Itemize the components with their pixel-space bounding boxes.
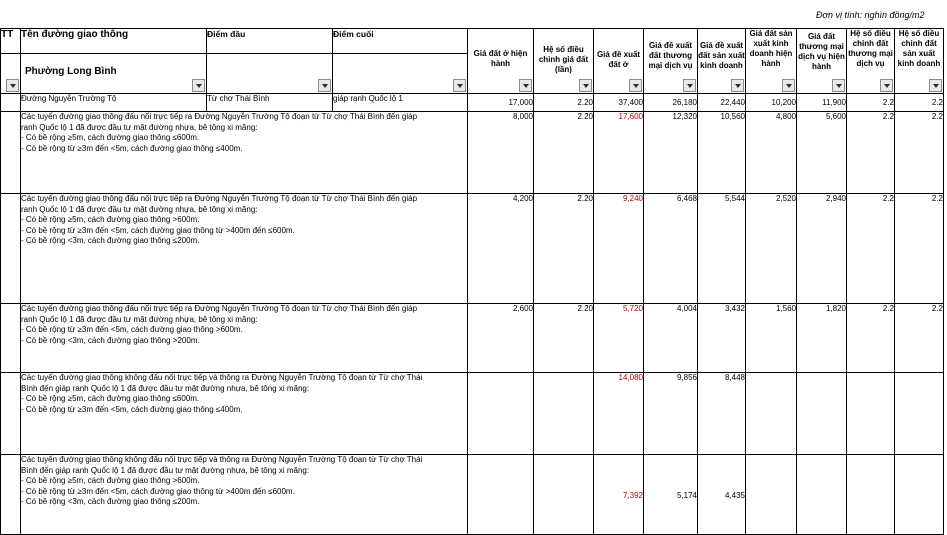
cell-road-description[interactable]: Các tuyến đường giao thông không đấu nối trực tiếp và thông ra Đường Nguyễn Trường Tộ đoạn từ Từ chợ Thái Bình đến giáp ranh Quốc lộ 1 đã được đầu tư mặt đường nhựa, bê tông xi măng: - Có bề rộng ≥5m, cách đường giao thông ≤600m. - Có bề rộng từ ≥3m đến <5m, cách đường giao thông ≤400m. — [21, 373, 468, 455]
filter-cell-start — [207, 54, 333, 94]
cell-value[interactable]: 2.20 — [534, 112, 594, 194]
table-row — [1, 304, 944, 373]
cell-value[interactable]: 2.2 — [847, 94, 895, 112]
cell-value[interactable] — [746, 455, 797, 535]
cell-value[interactable]: 5,544 — [698, 194, 746, 304]
cell-value[interactable]: 11,900 — [797, 94, 847, 112]
cell-value[interactable]: 8,000 — [468, 112, 534, 194]
cell-value[interactable] — [797, 373, 847, 455]
cell-value[interactable]: 2.2 — [895, 94, 944, 112]
cell-value[interactable]: 10,560 — [698, 112, 746, 194]
cell-value[interactable]: 2,600 — [468, 304, 534, 373]
cell-value[interactable]: 2.2 — [847, 112, 895, 194]
header-production-coefficient: Hệ số điều chỉnh đất sản xuất kinh doanh — [895, 29, 944, 94]
cell-value[interactable]: 2.20 — [534, 94, 594, 112]
cell-value[interactable]: 5,600 — [797, 112, 847, 194]
cell-value[interactable] — [746, 373, 797, 455]
filter-cell-road — [21, 54, 207, 94]
cell-value[interactable]: 2.2 — [847, 194, 895, 304]
filter-dropdown-icon[interactable] — [683, 79, 696, 92]
cell-value[interactable]: 22,440 — [698, 94, 746, 112]
filter-dropdown-icon[interactable] — [629, 79, 642, 92]
table-row — [1, 194, 944, 304]
table-row — [1, 455, 944, 535]
header-current-commercial-price: Giá đất thương mại dịch vụ hiện hành — [797, 29, 847, 94]
cell-value[interactable]: 4,435 — [698, 455, 746, 535]
filter-cell-tt — [1, 54, 21, 94]
cell-value[interactable]: 26,180 — [644, 94, 698, 112]
header-road-name: Tên đường giao thông — [21, 29, 207, 54]
cell-value[interactable]: 6,468 — [644, 194, 698, 304]
cell-value[interactable]: 8,448 — [698, 373, 746, 455]
table-row — [1, 373, 944, 455]
cell-value[interactable]: 4,200 — [468, 194, 534, 304]
header-proposed-commercial-price: Giá đề xuất đất thương mại dịch vụ — [644, 29, 698, 94]
cell-value[interactable]: 5,174 — [644, 455, 698, 535]
cell-start-point[interactable]: Từ chợ Thái Bình — [207, 94, 333, 112]
cell-value[interactable] — [468, 373, 534, 455]
cell-value[interactable]: 2.2 — [895, 194, 944, 304]
cell-value[interactable]: 4,800 — [746, 112, 797, 194]
cell-value[interactable] — [534, 455, 594, 535]
filter-dropdown-icon[interactable] — [579, 79, 592, 92]
cell-value[interactable]: 2.2 — [847, 304, 895, 373]
cell-value[interactable] — [847, 455, 895, 535]
cell-value[interactable]: 1,820 — [797, 304, 847, 373]
cell-tt[interactable] — [1, 455, 21, 535]
header-proposed-residential-price: Giá đề xuất đất ở — [594, 29, 644, 94]
header-proposed-production-price: Giá đề xuất đất sản xuất kinh doanh — [698, 29, 746, 94]
header-end-point: Điểm cuối — [333, 29, 468, 54]
cell-tt[interactable] — [1, 373, 21, 455]
cell-road-description[interactable]: Các tuyến đường giao thông đấu nối trực tiếp ra Đường Nguyễn Trường Tộ đoạn từ Từ chợ Thái Bình đến giáp ranh Quốc lộ 1 đã được đầu tư mặt đường nhựa, bê tông xi măng: - Có bề rộng ≥5m, cách đường giao thông ≤600m. - Có bề rộng từ ≥3m đến <5m, cách đường giao thông ≤400m. — [21, 112, 468, 194]
cell-end-point[interactable]: giáp ranh Quốc lộ 1 — [333, 94, 468, 112]
cell-tt[interactable] — [1, 304, 21, 373]
cell-value[interactable]: 37,400 — [594, 94, 644, 112]
cell-value[interactable]: 9,856 — [644, 373, 698, 455]
header-commercial-coefficient: Hệ số điều chỉnh đất thương mại dịch vụ — [847, 29, 895, 94]
cell-value[interactable] — [534, 373, 594, 455]
filter-dropdown-icon[interactable] — [318, 79, 331, 92]
cell-value[interactable]: 2.2 — [895, 304, 944, 373]
header-current-production-price: Giá đất sản xuất kinh doanh hiện hành — [746, 29, 797, 94]
table-row — [1, 112, 944, 194]
cell-value[interactable]: 3,432 — [698, 304, 746, 373]
filter-dropdown-icon[interactable] — [192, 79, 205, 92]
cell-tt[interactable] — [1, 112, 21, 194]
filter-dropdown-icon[interactable] — [6, 79, 19, 92]
cell-value[interactable]: 17,600 — [594, 112, 644, 194]
cell-value[interactable]: 7,392 — [594, 455, 644, 535]
cell-value[interactable]: 2.20 — [534, 304, 594, 373]
filter-dropdown-icon[interactable] — [519, 79, 532, 92]
filter-dropdown-icon[interactable] — [453, 79, 466, 92]
cell-tt[interactable] — [1, 94, 21, 112]
unit-note: Đơn vị tính: nghìn đồng/m2 — [816, 10, 925, 20]
cell-value[interactable] — [895, 455, 944, 535]
cell-value[interactable]: 2,520 — [746, 194, 797, 304]
cell-value[interactable] — [468, 455, 534, 535]
filter-dropdown-icon[interactable] — [880, 79, 893, 92]
table-row — [1, 94, 944, 112]
cell-tt[interactable] — [1, 194, 21, 304]
filter-dropdown-icon[interactable] — [782, 79, 795, 92]
cell-value[interactable] — [895, 373, 944, 455]
ward-filter-value: Phường Long Bình — [25, 66, 117, 77]
header-start-point: Điểm đầu — [207, 29, 333, 54]
cell-value[interactable]: 2.2 — [895, 112, 944, 194]
cell-value[interactable] — [797, 455, 847, 535]
cell-road-description[interactable]: Các tuyến đường giao thông đấu nối trực tiếp ra Đường Nguyễn Trường Tộ đoạn từ Từ chợ Thái Bình đến giáp ranh Quốc lộ 1 đã được đầu tư mặt đường nhựa, bê tông xi măng: - Có bề rộng ≥5m, cách đường giao thông >600m. - Có bề rộng từ ≥3m đến <5m, cách đường giao thông từ >400m đến ≤600m. - Có bề rộng <3m, cách đường giao thông ≤200m. — [21, 194, 468, 304]
filter-cell-end — [333, 54, 468, 94]
cell-value[interactable]: 14,080 — [594, 373, 644, 455]
cell-road-name[interactable]: Đường Nguyễn Trường Tộ — [21, 94, 207, 112]
filter-dropdown-icon[interactable] — [832, 79, 845, 92]
filter-dropdown-icon[interactable] — [929, 79, 942, 92]
cell-road-description[interactable]: Các tuyến đường giao thông không đấu nối trực tiếp và thông ra Đường Nguyễn Trường Tộ đoạn từ Từ chợ Thái Bình đến giáp ranh Quốc lộ 1 đã được đầu tư mặt đường nhựa, bê tông xi măng: - Có bề rộng ≥5m, cách đường giao thông >600m. - Có bề rộng từ ≥3m đến <5m, cách đường giao thông từ >400m đến ≤600m. - Có bề rộng <3m, cách đường giao thông ≤200m. — [21, 455, 468, 535]
cell-value[interactable] — [847, 373, 895, 455]
cell-value[interactable]: 2.20 — [534, 194, 594, 304]
header-current-land-price: Giá đất ở hiện hành — [468, 29, 534, 94]
cell-value[interactable]: 5,720 — [594, 304, 644, 373]
cell-value[interactable]: 1,560 — [746, 304, 797, 373]
cell-value[interactable]: 12,320 — [644, 112, 698, 194]
cell-value[interactable]: 4,004 — [644, 304, 698, 373]
header-tt: TT — [1, 29, 21, 54]
cell-value[interactable]: 10,200 — [746, 94, 797, 112]
cell-value[interactable]: 2,940 — [797, 194, 847, 304]
filter-dropdown-icon[interactable] — [731, 79, 744, 92]
cell-value[interactable]: 9,240 — [594, 194, 644, 304]
cell-road-description[interactable]: Các tuyến đường giao thông đấu nối trực tiếp ra Đường Nguyễn Trường Tộ đoạn từ Từ chợ Thái Bình đến giáp ranh Quốc lộ 1 đã được đầu tư mặt đường nhựa, bê tông xi măng: - Có bề rộng từ ≥3m đến <5m, cách đường giao thông >600m. - Có bề rộng <3m, cách đường giao thông >200m. — [21, 304, 468, 373]
header-adjust-coefficient: Hệ số điều chỉnh giá đất (lần) — [534, 29, 594, 94]
cell-value[interactable]: 17,000 — [468, 94, 534, 112]
header-row — [1, 29, 944, 54]
price-table — [0, 28, 944, 535]
